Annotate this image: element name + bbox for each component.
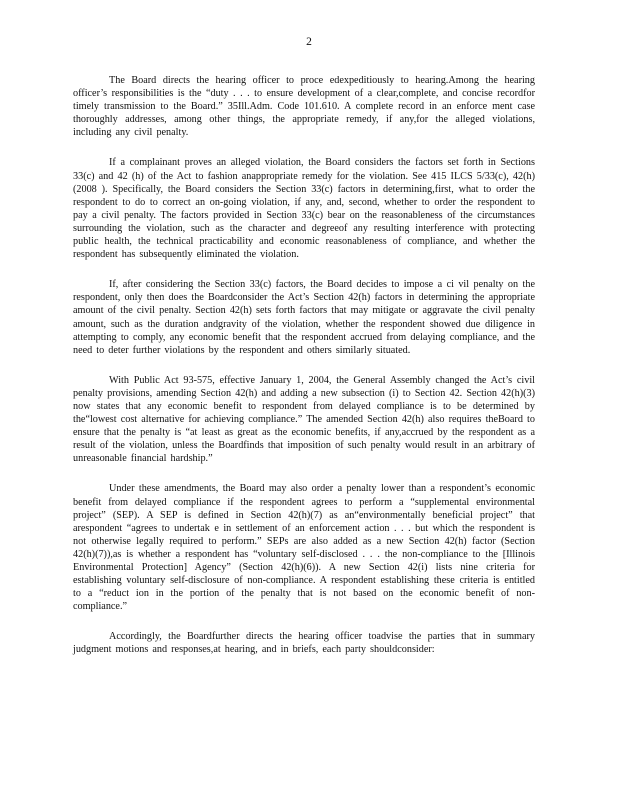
paragraph-section-33c-factors: If a complainant proves an alleged violation, the Board considers the factors set forth in Sections 33(c) and 42 (h) of the Act to fashion anappropriate remedy for the violation. See 415 ILCS 5/33(c), 42(h) (2008 ). Specifically, the Board considers the Section 33(c) factors in determining,first, what to order the respondent to do to correct an on-going violation, if any, and, second, whether to order the respondent to pay a civil penalty. The factors provided in Section 33(c) bear on the reasonableness of the circumstances surrounding the violation, such as the character and degreeof any resulting interference with protecting public health, the technical practicability and economic reasonableness of compliance, and whether the respondent has subsequently eliminated the violation. — [73, 157, 535, 261]
paragraph-party-considerations: Accordingly, the Boardfurther directs the hearing officer toadvise the parties that in summary judgment motions and responses,at hearing, and in briefs, each party shouldconsider: — [73, 631, 535, 656]
paragraph-public-act-93-575: With Public Act 93-575, effective January 1, 2004, the General Assembly changed the Act’s civil penalty provisions, amending Section 42(h) and adding a new subsection (i) to Section 42. Section 42(h)(3) now states that any economic benefit to respondent from delayed compliance is to be determined by the“lowest cost alternative for achieving compliance.” The amended Section 42(h) also requires theBoard to ensure that the penalty is “at least as great as the economic benefits, if any,accrued by the respondent as a result of the violation, unless the Boardfinds that imposition of such penalty would result in an arbitrary of unreasonable financial hardship.” — [73, 374, 535, 465]
document-body — [73, 74, 535, 657]
paragraph-hearing-officer-duty: The Board directs the hearing officer to proce edexpeditiously to hearing.Among the hearing officer’s responsibilities is the “duty . . . to ensure development of a clear,complete, and concise recordfor timely transmission to the Board.” 35Ill.Adm. Code 101.610. A complete record in an enforce ment case thoroughly addresses, among other things, the appropriate remedy, if any,for the alleged violations, including any civil penalty. — [73, 75, 535, 139]
paragraph-section-42h-factors: If, after considering the Section 33(c) factors, the Board decides to impose a ci vil penalty on the respondent, only then does the Boardconsider the Act’s Section 42(h) factors in determining the appropriate amount of the civil penalty. Section 42(h) sets forth factors that may mitigate or aggravate the civil penalty amount, such as the duration andgravity of the violation, whether the respondent showed due diligence in attempting to comply, any economic benefit that the respondent accrued from delaying compliance, and the need to deter further violations by the respondent and others similarly situated. — [73, 279, 535, 356]
paragraph-supplemental-environmental-project: Under these amendments, the Board may also order a penalty lower than a respondent’s economic benefit from delayed compliance if the respondent agrees to perform a “supplemental environmental project” (SEP). A SEP is defined in Section 42(h)(7) as an“environmentally beneficial project” that arespondent “agrees to undertak e in settlement of an enforcement action . . . but which the respondent is not otherwise legally required to perform.” SEPs are also added as a new Section 42(h) factor (Section 42(h)(7)),as is whether a respondent has “voluntary self-disclosed . . . the non-compliance to the [Illinois Environmental Protection] Agency” (Section 42(h)(6)). A new Section 42(i) lists nine criteria for establishing voluntary self-disclosure of non-compliance. A respondent establishing these criteria is entitled to a “reduct ion in the portion of the penalty that is not based on the economic benefit of non-compliance.” — [73, 483, 535, 613]
page-number: 2 — [306, 36, 312, 48]
